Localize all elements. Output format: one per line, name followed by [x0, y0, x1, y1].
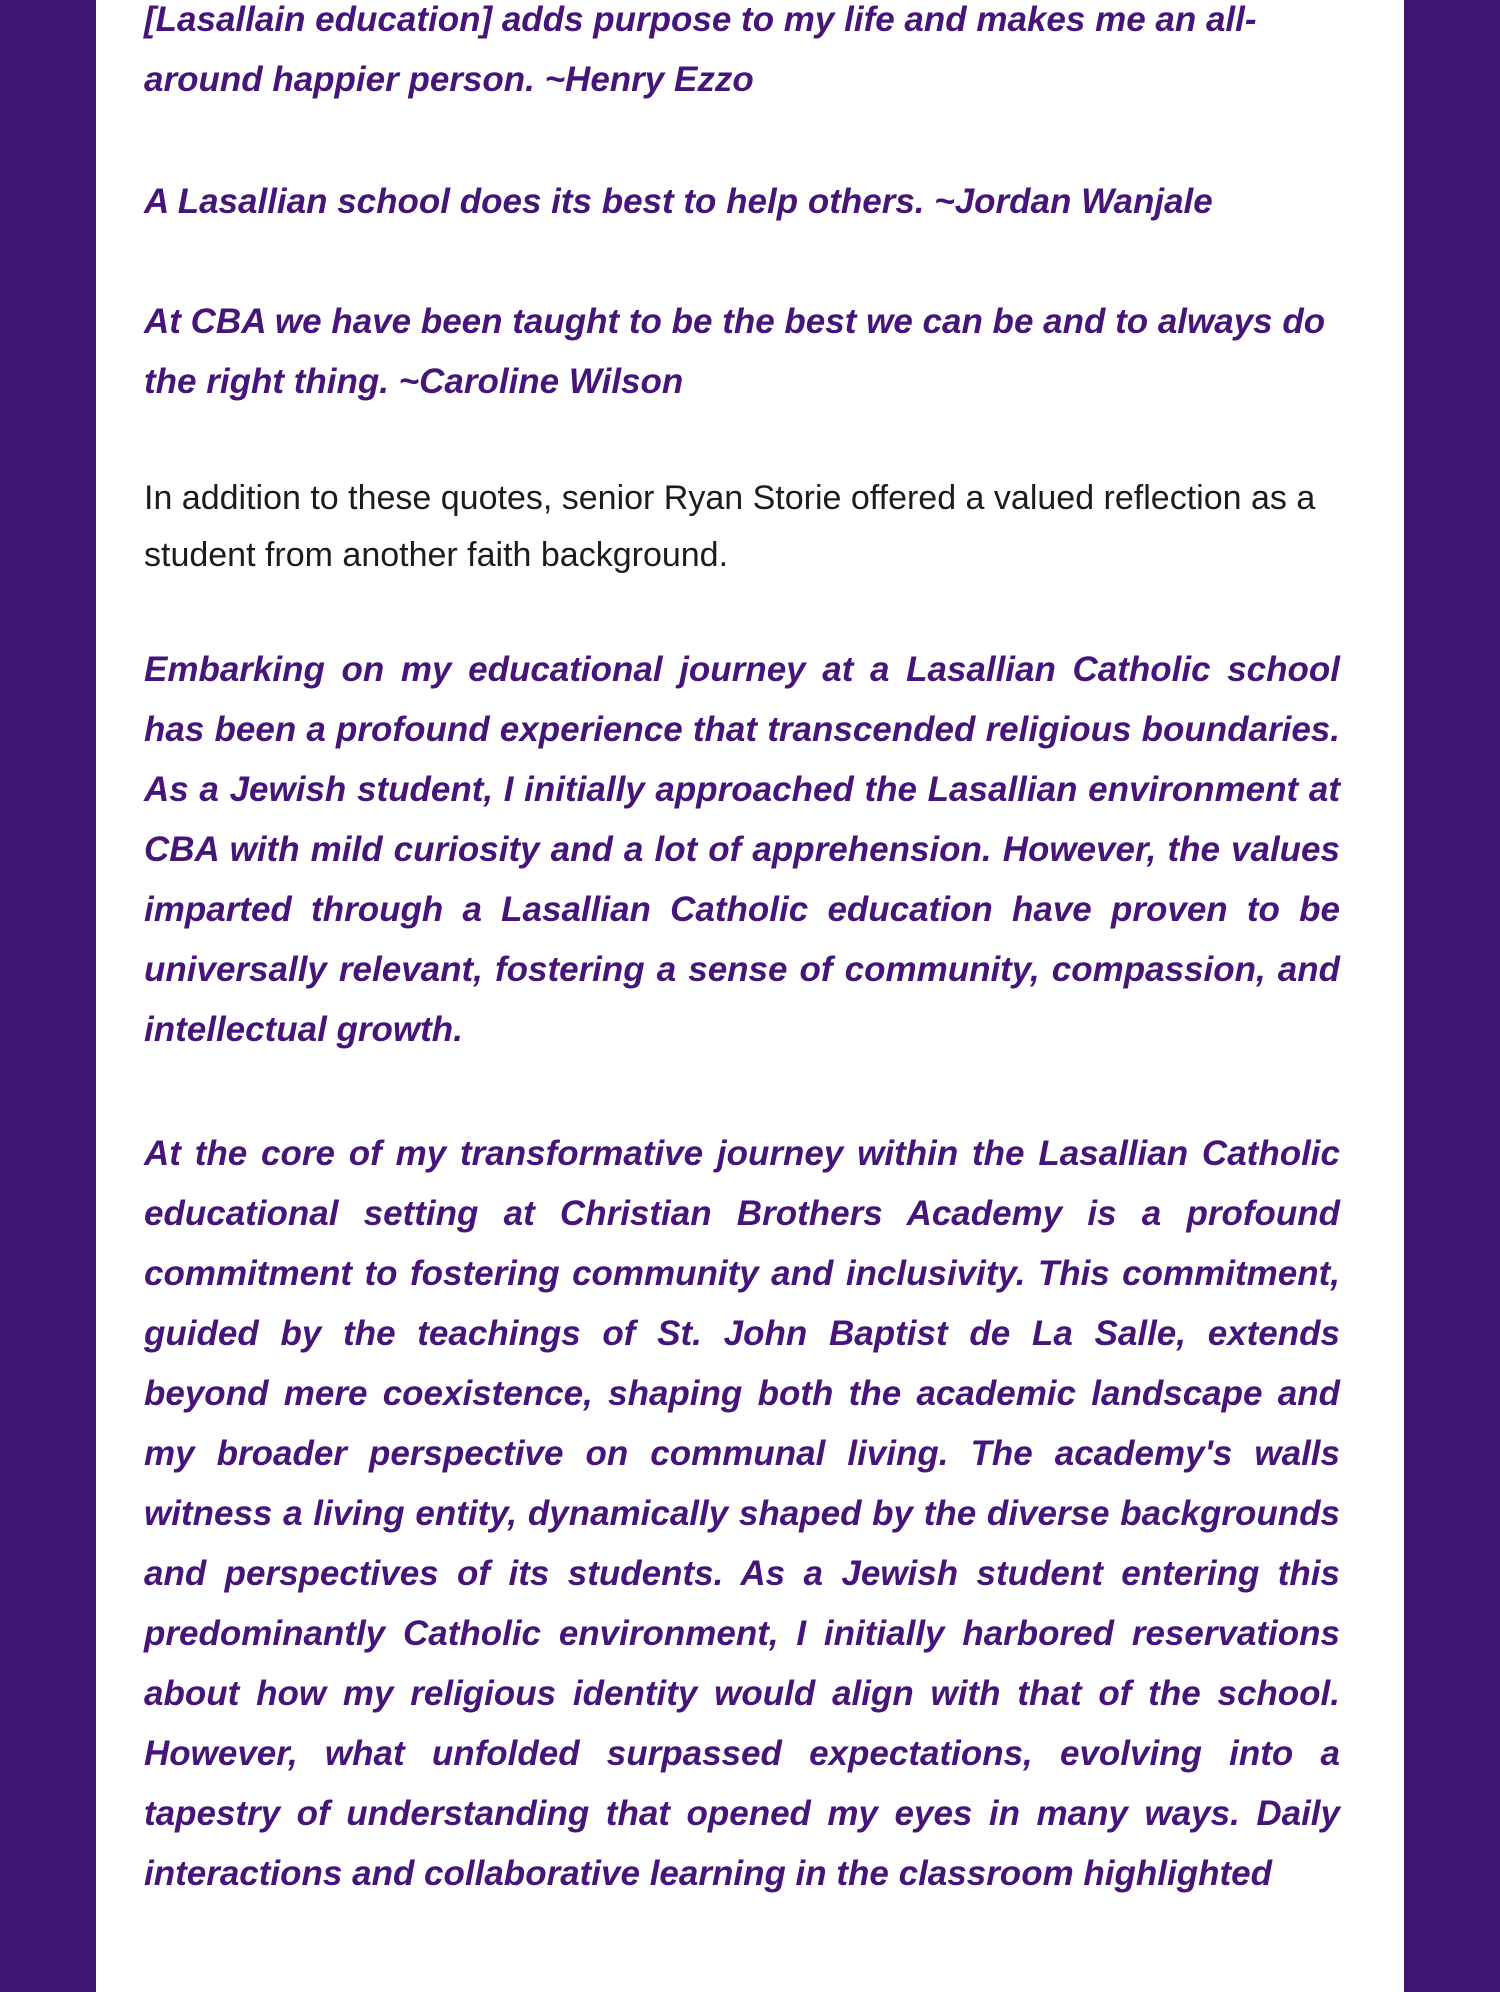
- student-quote-ezzo: [Lasallain education] adds purpose to my life and makes me an all-around happier person. ~Henry Ezzo: [144, 0, 1257, 99]
- document-page: [96, 0, 1404, 1992]
- reflection-paragraph-1: Embarking on my educational journey at a Lasallian Catholic school has been a profound experience that transcended religious boundaries. As a Jewish student, I initially approached the Lasallian environment at CBA with mild curiosity and a lot of apprehension. However, the values imparted through a Lasallian Catholic education have proven to be universally relevant, fostering a sense of community, compassion, and intellectual growth.: [144, 650, 1340, 1049]
- reflection-paragraph-2: At the core of my transformative journey within the Lasallian Catholic educational setting at Christian Brothers Academy is a profound commitment to fostering community and inclusivity. This commitment, guided by the teachings of St. John Baptist de La Salle, extends beyond mere coexistence, shaping both the academic landscape and my broader perspective on communal living. The academy's walls witness a living entity, dynamically shaped by the diverse backgrounds and perspectives of its students. As a Jewish student entering this predominantly Catholic environment, I initially harbored reservations about how my religious identity would align with that of the school. However, what unfolded surpassed expectations, evolving into a tapestry of understanding that opened my eyes in many ways. Daily interactions and collaborative learning in the classroom highlighted: [144, 1134, 1340, 1893]
- student-quote-wilson: At CBA we have been taught to be the best we can be and to always do the right thing. ~Caroline Wilson: [144, 302, 1326, 401]
- student-quote-wanjale: A Lasallian school does its best to help others. ~Jordan Wanjale: [144, 182, 1213, 221]
- intro-paragraph: In addition to these quotes, senior Ryan Storie offered a valued reflection as a student from another faith background.: [144, 479, 1316, 574]
